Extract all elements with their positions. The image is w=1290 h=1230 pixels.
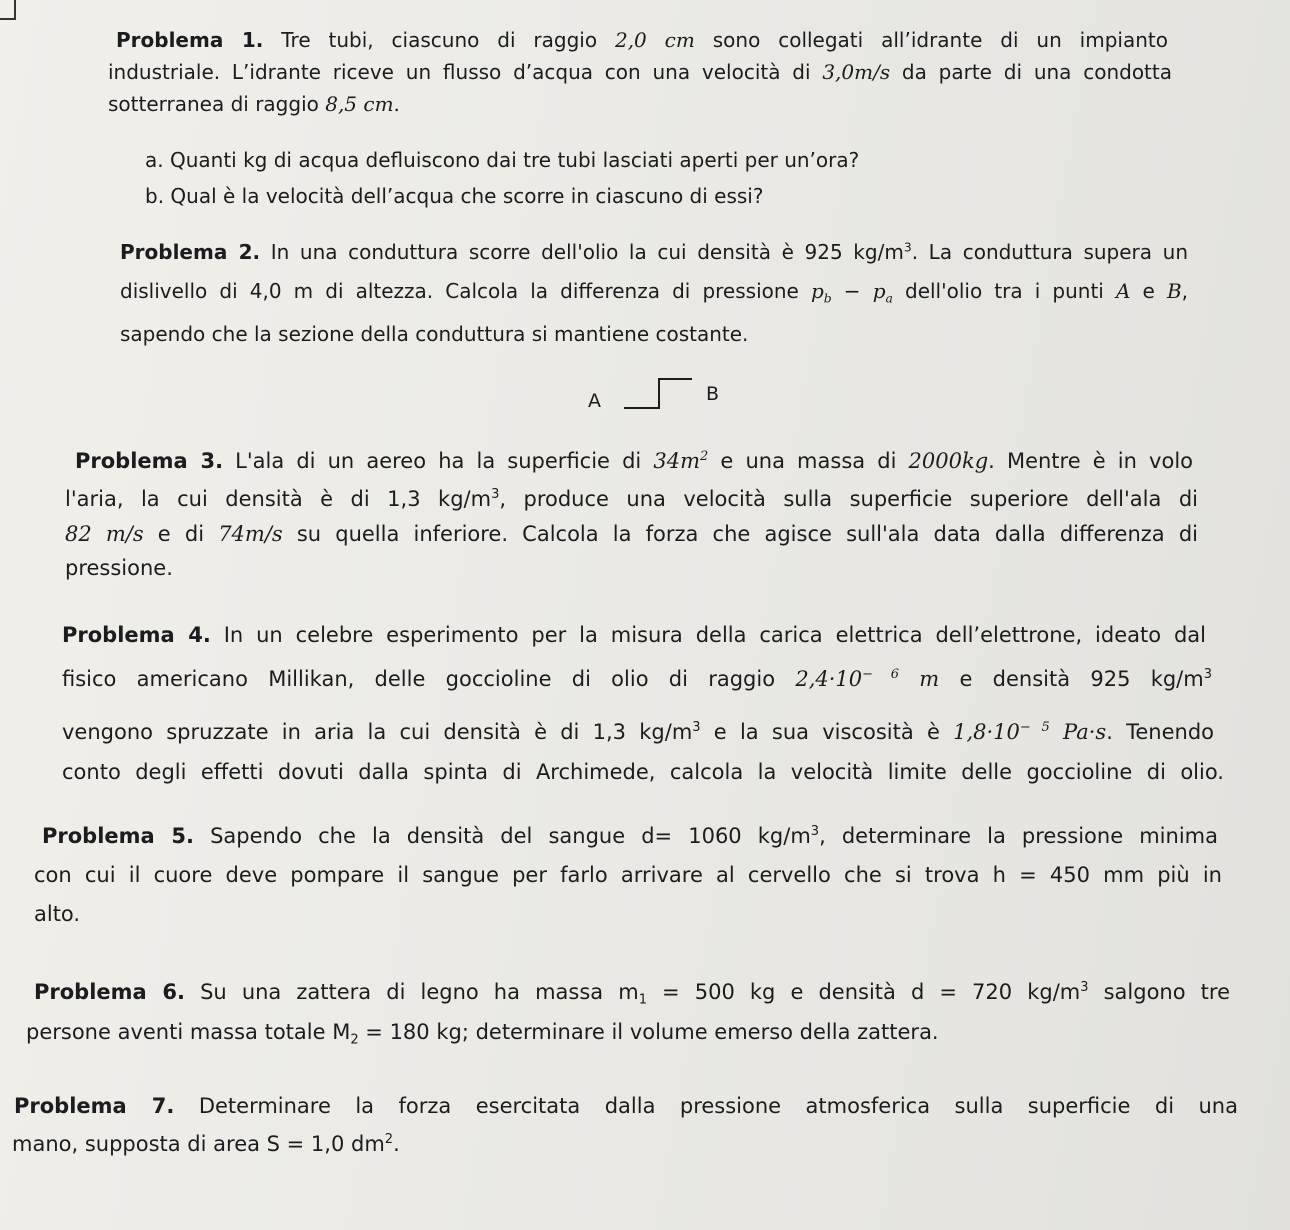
problem-1-text: sotterranea di raggio xyxy=(108,92,326,116)
problem-2-text: dell'olio tra i punti xyxy=(892,279,1116,303)
problem-6-text: salgono tre xyxy=(1088,980,1230,1004)
problem-2-line-1 xyxy=(120,239,1188,265)
minus-sign: − xyxy=(831,279,873,303)
problem-7-line-2 xyxy=(12,1131,400,1157)
problem-4-exponent: − 5 xyxy=(1019,720,1050,736)
problem-4-superscript: 3 xyxy=(1203,667,1212,683)
problem-5-line-1 xyxy=(42,823,1218,849)
problem-3-text: l'aria, la cui densità è di 1,3 kg/m xyxy=(65,487,492,511)
problem-3-text: . Mentre è in volo xyxy=(988,449,1193,473)
problem-1-line-1 xyxy=(116,27,1168,53)
problem-1-title: Problema 1. xyxy=(116,28,264,52)
problem-4-text: e densità 925 kg/m xyxy=(939,667,1204,691)
problem-1-line-2 xyxy=(108,59,1172,85)
problem-3-text: e di xyxy=(143,522,219,546)
problem-4-text: fisico americano Millikan, delle goccioline di olio di raggio xyxy=(62,667,796,691)
problem-4-text: . Tenendo xyxy=(1106,720,1214,744)
pressure-subscript-a: a xyxy=(885,290,893,306)
problem-5-line-2: con cui il cuore deve pompare il sangue per farlo arrivare al cervello che si trova h = 450 mm più in xyxy=(34,863,1222,887)
problem-7-text: mano, supposta di area S = 1,0 dm xyxy=(12,1132,385,1156)
problem-2-superscript: 3 xyxy=(903,239,912,255)
problem-1-text: da parte di una condotta xyxy=(890,60,1172,84)
problem-6-superscript: 3 xyxy=(1080,980,1089,996)
problem-7-title: Problema 7. xyxy=(14,1094,175,1118)
problem-4-math: Pa·s xyxy=(1049,720,1107,744)
problem-2-text: In una conduttura scorre dell'olio la cui densità è 925 kg/m xyxy=(260,240,904,264)
problem-3-line-4: pressione. xyxy=(65,556,173,580)
pipe-step-line xyxy=(624,379,692,408)
diagram-label-a: A xyxy=(588,390,601,412)
problem-4-exponent: − 6 xyxy=(862,667,900,683)
pressure-symbol-a: p xyxy=(872,279,886,303)
problem-4-math: m xyxy=(899,667,940,691)
problem-3-math: 2000kg xyxy=(908,449,989,473)
problem-4-line-1 xyxy=(62,622,1206,648)
problem-1-text: industriale. L’idrante riceve un flusso d’acqua con una velocità di xyxy=(108,60,823,84)
problem-4-text: e la sua viscosità è xyxy=(700,720,954,744)
corner-bracket-mark xyxy=(0,0,16,20)
pipe-step-diagram xyxy=(620,370,700,414)
problem-3-math: 82 m/s xyxy=(65,522,144,546)
problem-6-text: persone aventi massa totale M xyxy=(26,1020,351,1044)
pressure-symbol-b: p xyxy=(810,279,824,303)
problem-3-line-2 xyxy=(65,486,1198,512)
problem-4-math: 1,8·10 xyxy=(953,720,1020,744)
problem-3-superscript: 2 xyxy=(700,449,709,465)
problem-4-line-3 xyxy=(62,719,1214,745)
problem-1-text: Tre tubi, ciascuno di raggio xyxy=(263,28,615,52)
problem-6-text: = 180 kg; determinare il volume emerso della zattera. xyxy=(358,1020,939,1044)
problem-2-text: . La conduttura supera un xyxy=(911,240,1188,264)
problem-1-math: 8,5 cm. xyxy=(325,92,400,116)
problem-1-question-a: a. Quanti kg di acqua defluiscono dai tre tubi lasciati aperti per un’ora? xyxy=(145,148,860,172)
problem-4-text: vengono spruzzate in aria la cui densità è di 1,3 kg/m xyxy=(62,720,693,744)
problem-1-question-b: b. Qual è la velocità dell’acqua che scorre in ciascuno di essi? xyxy=(145,184,764,208)
pressure-subscript-b: b xyxy=(823,290,832,306)
problem-1-math: 2,0 cm xyxy=(614,28,695,52)
problem-4-title: Problema 4. xyxy=(62,623,211,647)
problem-7-text: Determinare la forza esercitata dalla pressione atmosferica sulla superficie di una xyxy=(174,1094,1238,1118)
problem-3-title: Problema 3. xyxy=(75,449,224,473)
problem-3-text: e una massa di xyxy=(708,449,909,473)
problem-5-text: , determinare la pressione minima xyxy=(819,824,1218,848)
problem-3-superscript: 3 xyxy=(491,487,500,503)
problem-3-math: 34m xyxy=(653,449,701,473)
diagram-label-b: B xyxy=(706,383,720,405)
problem-4-superscript: 3 xyxy=(692,720,701,736)
problem-2-line-3: sapendo che la sezione della conduttura si mantiene costante. xyxy=(120,322,749,346)
point-a-symbol: A xyxy=(1115,279,1131,303)
problem-2-text: , xyxy=(1181,279,1188,303)
problem-4-math: 2,4·10 xyxy=(795,667,863,691)
problem-6-line-2 xyxy=(26,1019,939,1048)
problem-7-text: . xyxy=(393,1132,400,1156)
problem-6-subscript: 2 xyxy=(350,1032,359,1048)
problem-1-math: 3,0m/s xyxy=(822,60,891,84)
problem-6-line-1 xyxy=(34,979,1230,1008)
problem-6-subscript: 1 xyxy=(638,992,647,1008)
problem-3-line-3 xyxy=(65,521,1198,547)
problem-5-title: Problema 5. xyxy=(42,824,195,848)
problem-6-text: = 500 kg e densità d = 720 kg/m xyxy=(646,980,1081,1004)
problem-2-line-2 xyxy=(120,278,1188,304)
problem-4-text: In un celebre esperimento per la misura della carica elettrica dell’elettrone, ideato dal xyxy=(210,623,1206,647)
problem-2-title: Problema 2. xyxy=(120,240,261,264)
problem-5-text: Sapendo che la densità del sangue d= 1060 kg/m xyxy=(194,824,811,848)
problem-6-text: Su una zattera di legno ha massa m xyxy=(185,980,639,1004)
problem-3-text: su quella inferiore. Calcola la forza che agisce sull'ala data dalla differenza di xyxy=(282,522,1198,546)
point-b-symbol: B xyxy=(1166,279,1182,303)
problem-4-line-4: conto degli effetti dovuti dalla spinta di Archimede, calcola la velocità limite delle goccioline di olio. xyxy=(62,760,1224,784)
problem-6-title: Problema 6. xyxy=(34,980,186,1004)
problem-3-line-1 xyxy=(75,448,1193,474)
problem-1-line-3 xyxy=(108,91,400,117)
problem-3-text: L'ala di un aereo ha la superficie di xyxy=(223,449,654,473)
problem-1-text: sono collegati all’idrante di un impianto xyxy=(694,28,1168,52)
problem-5-line-3: alto. xyxy=(34,902,81,926)
problem-2-text: e xyxy=(1130,279,1167,303)
problem-7-line-1 xyxy=(14,1093,1238,1119)
problem-4-line-2 xyxy=(62,666,1212,692)
problem-2-text: dislivello di 4,0 m di altezza. Calcola la differenza di pressione xyxy=(120,279,811,303)
problem-5-superscript: 3 xyxy=(810,824,820,840)
problem-7-superscript: 2 xyxy=(384,1132,394,1148)
problem-3-text: , produce una velocità sulla superficie superiore dell'ala di xyxy=(499,487,1198,511)
problem-3-math: 74m/s xyxy=(218,522,283,546)
